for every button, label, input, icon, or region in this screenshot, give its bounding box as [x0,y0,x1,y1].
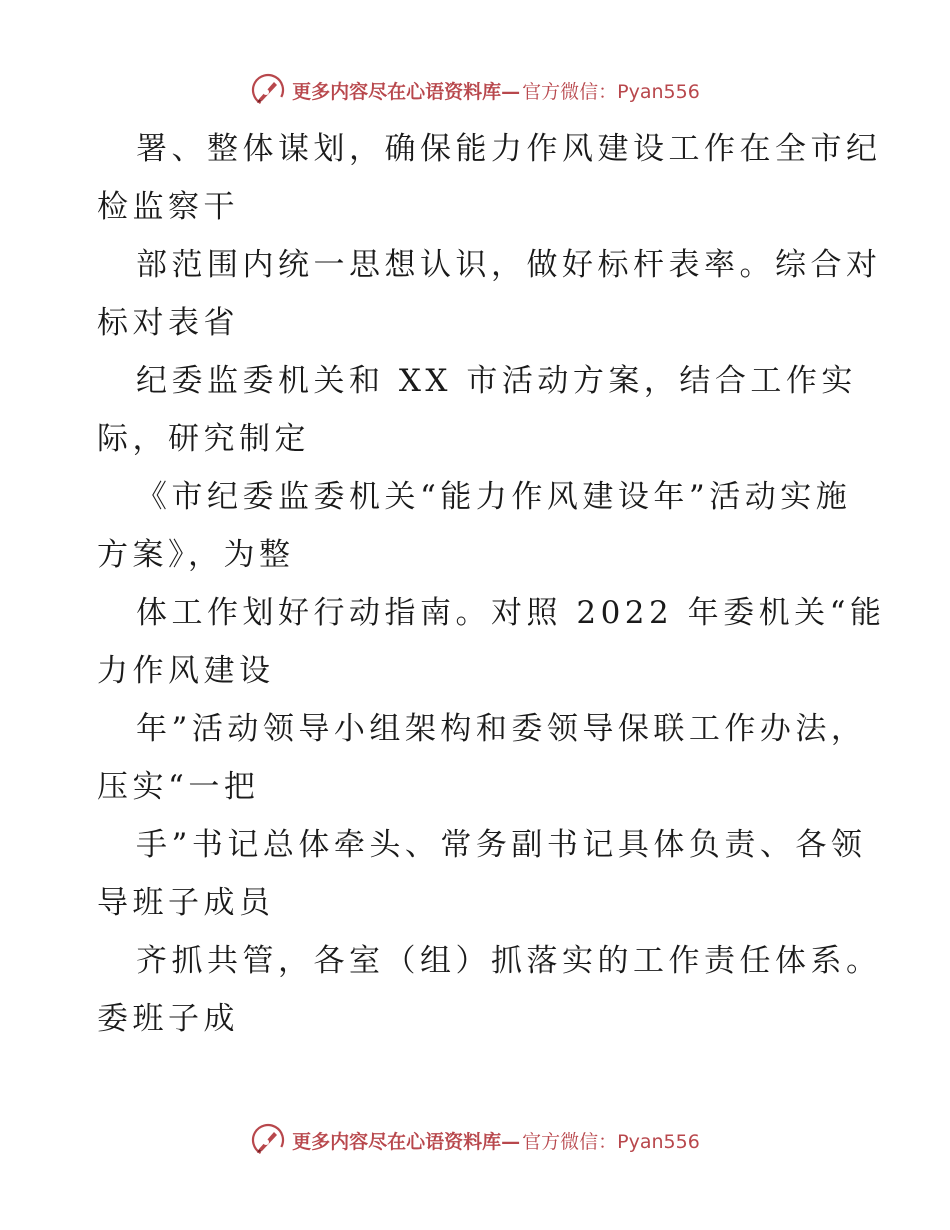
body-line: 手”书记总体牵头、常务副书记具体负责、各领 [136,827,867,863]
body-line: 力作风建设 [97,653,275,689]
body-line: 委班子成 [97,1001,239,1037]
body-line: 标对表省 [97,305,239,341]
body-line: 际，研究制定 [97,421,310,457]
body-line: 《市纪委监委机关“能力作风建设年”活动实施 [136,479,852,515]
footer-banner [0,1120,950,1160]
body-line: 导班子成员 [97,885,275,921]
body-line: 纪委监委机关和 XX 市活动方案，结合工作实 [136,363,857,399]
body-line: 检监察干 [97,189,239,225]
footer-site-text: 更多内容尽在心语资料库— [292,1130,521,1153]
body-line: 齐抓共管，各室（组）抓落实的工作责任体系。 [136,943,882,979]
pen-logo-icon [250,72,286,108]
header-wechat-text: 官方微信：Pyan556 [522,80,700,103]
body-line: 年”活动领导小组架构和委领导保联工作办法， [136,711,867,747]
footer-wechat-text: 官方微信：Pyan556 [522,1130,700,1153]
body-line: 署、整体谋划，确保能力作风建设工作在全市纪 [136,131,882,167]
header-banner [0,70,950,110]
body-line: 方案》，为整 [97,537,295,573]
body-line: 体工作划好行动指南。对照 2022 年委机关“能 [136,595,886,631]
header-site-text: 更多内容尽在心语资料库— [292,80,521,103]
pen-logo-icon [250,1122,286,1158]
body-line: 部范围内统一思想认识，做好标杆表率。综合对 [136,247,882,283]
body-line: 压实“一把 [97,769,260,805]
body-text [97,120,886,1048]
